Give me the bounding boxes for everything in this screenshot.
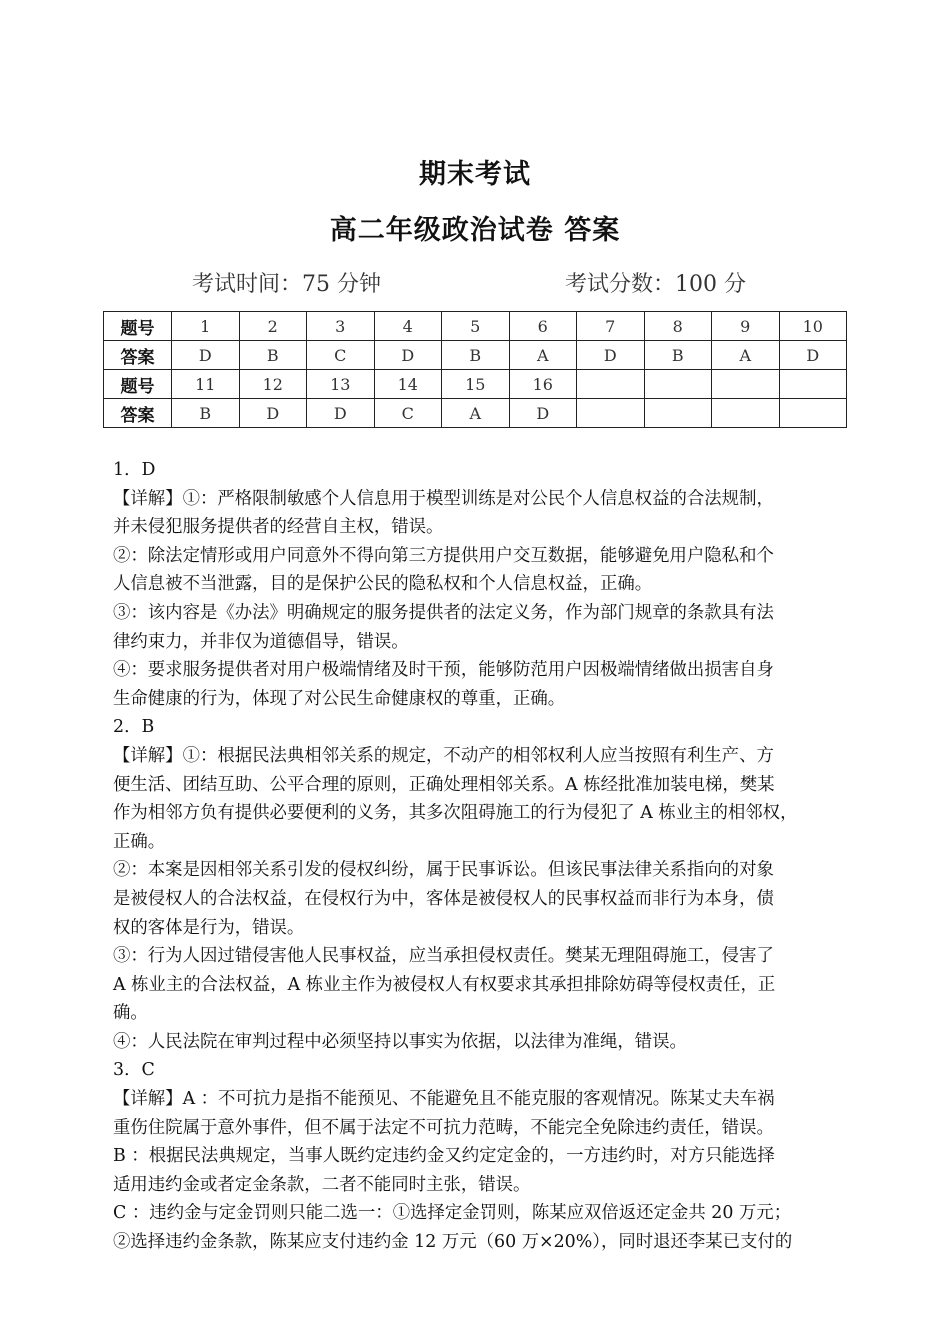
question-number: 11: [172, 370, 240, 399]
answer-table: [103, 311, 847, 428]
explanation-line: 确。: [113, 1003, 148, 1024]
answer-cell: C: [374, 399, 442, 428]
empty-cell: [712, 370, 780, 399]
answer-cell: D: [239, 399, 307, 428]
question-number: 13: [307, 370, 375, 399]
explanation-line: 律约束力，并非仅为道德倡导，错误。: [113, 631, 409, 652]
table-row-answers-2: [104, 399, 847, 428]
explanation-line: 【详解】A ：不可抗力是指不能预见、不能避免且不能克服的客观情况。陈某丈夫车祸: [113, 1089, 775, 1110]
answer-cell: D: [577, 341, 645, 370]
explanation-line: 是被侵权人的合法权益，在侵权行为中，客体是被侵权人的民事权益而非行为本身，债: [113, 888, 774, 909]
answer-cell: D: [307, 399, 375, 428]
question-number: 1: [172, 312, 240, 341]
empty-cell: [577, 399, 645, 428]
answer-cell: D: [374, 341, 442, 370]
empty-cell: [577, 370, 645, 399]
explanation-body: [113, 456, 843, 1257]
answer-cell: B: [442, 341, 510, 370]
explanation-line: 【详解】①：根据民法典相邻关系的规定，不动产的相邻权利人应当按照有利生产、方: [113, 745, 774, 766]
empty-cell: [712, 399, 780, 428]
question-heading: 1．D: [113, 460, 156, 480]
empty-cell: [644, 370, 712, 399]
empty-cell: [779, 370, 847, 399]
page-subtitle: 高二年级政治试卷 答案: [329, 215, 621, 246]
table-row-answers-1: [104, 341, 847, 370]
question-number: 8: [644, 312, 712, 341]
row-header-question: 题号: [104, 312, 172, 341]
question-number: 9: [712, 312, 780, 341]
explanation-line: 人信息被不当泄露，目的是保护公民的隐私权和个人信息权益，正确。: [113, 574, 653, 595]
answer-cell: A: [712, 341, 780, 370]
answer-cell: B: [239, 341, 307, 370]
exam-score: 考试分数：100 分: [565, 272, 746, 297]
question-number: 2: [239, 312, 307, 341]
question-number: 16: [509, 370, 577, 399]
question-number: 12: [239, 370, 307, 399]
answer-cell: A: [442, 399, 510, 428]
answer-cell: D: [509, 399, 577, 428]
empty-cell: [779, 399, 847, 428]
question-number: 10: [779, 312, 847, 341]
answer-cell: D: [779, 341, 847, 370]
explanation-line: ④：人民法院在审判过程中必须坚持以事实为依据，以法律为准绳，错误。: [113, 1031, 687, 1052]
question-heading: 3．C: [113, 1060, 155, 1081]
explanation-line: C ：违约金与定金罚则只能二选一：①选择定金罚则，陈某应双倍返还定金共 20 万元；: [113, 1203, 792, 1224]
answer-cell: B: [644, 341, 712, 370]
row-header-question: 题号: [104, 370, 172, 399]
empty-cell: [644, 399, 712, 428]
answer-cell: D: [172, 341, 240, 370]
explanation-line: 生命健康的行为，体现了对公民生命健康权的尊重，正确。: [113, 688, 566, 709]
exam-time: 考试时间：75 分钟: [192, 272, 381, 297]
explanation-line: ③：行为人因过错侵害他人民事权益，应当承担侵权责任。樊某无理阻碍施工，侵害了: [113, 946, 774, 967]
explanation-line: ②：除法定情形或用户同意外不得向第三方提供用户交互数据，能够避免用户隐私和个: [113, 545, 774, 566]
explanation-line: 重伤住院属于意外事件，但不属于法定不可抗力范畴，不能完全免除违约责任，错误。: [113, 1117, 774, 1138]
question-heading: 2．B: [113, 717, 155, 738]
answer-cell: C: [307, 341, 375, 370]
explanation-line: ④：要求服务提供者对用户极端情绪及时干预，能够防范用户因极端情绪做出损害自身: [113, 660, 774, 681]
explanation-line: ②选择违约金条款，陈某应支付违约金 12 万元（60 万×20%），同时退还李某已支付的: [113, 1232, 793, 1253]
answer-cell: B: [172, 399, 240, 428]
explanation-line: 权的客体是行为，错误。: [113, 917, 305, 938]
question-number: 3: [307, 312, 375, 341]
question-number: 7: [577, 312, 645, 341]
page-title: 期末考试: [419, 159, 531, 190]
row-header-answer: 答案: [104, 399, 172, 428]
explanation-line: 适用违约金或者定金条款，二者不能同时主张，错误。: [113, 1174, 531, 1195]
question-number: 5: [442, 312, 510, 341]
table-row-numbers-1: [104, 312, 847, 341]
explanation-line: 并未侵犯服务提供者的经营自主权，错误。: [113, 517, 444, 538]
answer-cell: A: [509, 341, 577, 370]
explanation-line: 正确。: [113, 831, 166, 852]
table-row-numbers-2: [104, 370, 847, 399]
row-header-answer: 答案: [104, 341, 172, 370]
explanation-line: A 栋业主的合法权益，A 栋业主作为被侵权人有权要求其承担排除妨碍等侵权责任，正: [113, 974, 776, 995]
explanation-line: B ：根据民法典规定，当事人既约定违约金又约定定金的，一方违约时，对方只能选择: [113, 1146, 775, 1167]
explanation-line: 作为相邻方负有提供必要便利的义务，其多次阻碍施工的行为侵犯了 A 栋业主的相邻权，: [113, 803, 798, 824]
question-number: 4: [374, 312, 442, 341]
question-number: 15: [442, 370, 510, 399]
explanation-line: 便生活、团结互助、公平合理的原则，正确处理相邻关系。A 栋经批准加装电梯，樊某: [113, 774, 775, 795]
explanation-line: ③：该内容是《办法》明确规定的服务提供者的法定义务，作为部门规章的条款具有法: [113, 602, 774, 623]
question-number: 14: [374, 370, 442, 399]
explanation-line: 【详解】①：严格限制敏感个人信息用于模型训练是对公民个人信息权益的合法规制，: [113, 488, 774, 509]
question-number: 6: [509, 312, 577, 341]
explanation-line: ②：本案是因相邻关系引发的侵权纠纷，属于民事诉讼。但该民事法律关系指向的对象: [113, 860, 774, 881]
